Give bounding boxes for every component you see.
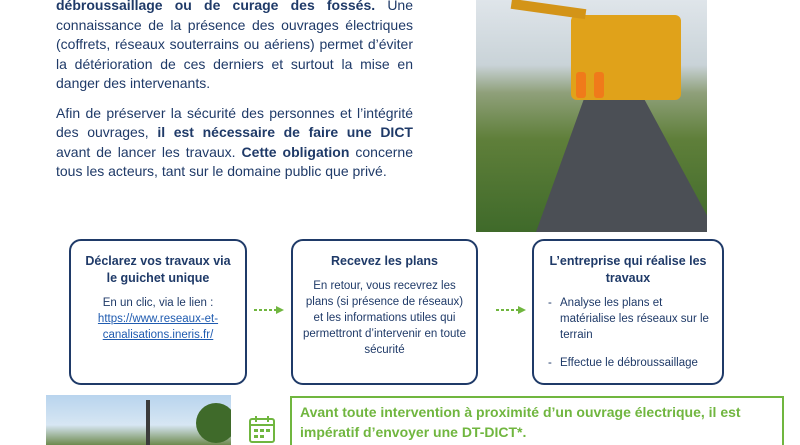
step-declare-box: [69, 239, 247, 385]
arrow-right-icon: [254, 305, 284, 315]
step-plans-title: Recevez les plans: [330, 254, 438, 268]
intro-text: [56, 0, 413, 192]
tree-shape: [196, 403, 231, 443]
guichet-unique-link[interactable]: https://www.reseaux-et-canalisations.ineris.fr/: [97, 313, 219, 341]
intro-bold-1: débroussaillage ou de curage des fossés.: [56, 0, 376, 13]
step-company-title: L’entreprise qui réalise les travaux: [549, 254, 707, 285]
intro-text-2e: concerne tous les acteurs, tant sur le domaine public que privé.: [56, 143, 413, 179]
arrow-right-icon: [496, 305, 526, 315]
step-company-box: [532, 239, 724, 385]
intro-text-2a: Afin de préserver la sécurité des personnes et l’intégrité des ouvrages,: [56, 104, 413, 140]
worker-figure-1: [576, 72, 586, 98]
list-item: - Effectue le débroussaillage: [548, 355, 714, 371]
calendar-icon: [249, 415, 275, 443]
excavator-shape: [571, 15, 681, 100]
excavator-photo: [476, 0, 707, 232]
road-shape: [536, 82, 707, 232]
intro-bold-2b: il est nécessaire de faire une DICT: [157, 124, 413, 140]
power-line-photo: [46, 395, 231, 445]
list-item: - Analyse les plans et matérialise les réseaux sur le terrain: [548, 295, 714, 343]
intro-paragraph-2: [56, 104, 413, 182]
step-plans-box: [291, 239, 478, 385]
intro-text-2c: avant de lancer les travaux.: [56, 143, 242, 160]
notice-box: [290, 396, 784, 445]
step-company-list: [534, 295, 722, 371]
intro-paragraph-1: [56, 0, 413, 94]
step-declare-body: [71, 295, 245, 343]
pole-shape: [146, 400, 150, 445]
step-declare-title: Déclarez vos travaux via le guichet unique: [85, 254, 231, 285]
worker-figure-2: [594, 72, 604, 98]
excavator-arm-shape: [511, 0, 587, 19]
intro-bold-2d: Cette obligation: [241, 143, 350, 160]
step-declare-text: En un clic, via le lien :: [102, 297, 214, 309]
notice-text: Avant toute intervention à proximité d’un ouvrage électrique, il est impératif d’envoyer une DT-DICT*.: [300, 404, 741, 440]
step-plans-text: En retour, vous recevrez les plans (si présence de réseaux) et les informations utiles qui permettront d’intervenir en toute sécurité: [303, 280, 467, 356]
intro-text-1: Une connaissance de la présence des ouvrages électriques (coffrets, réseaux souterrains ou aériens) permet d’éviter la détérioration de ces derniers et surtout la mise en danger des intervenants.: [56, 0, 414, 91]
